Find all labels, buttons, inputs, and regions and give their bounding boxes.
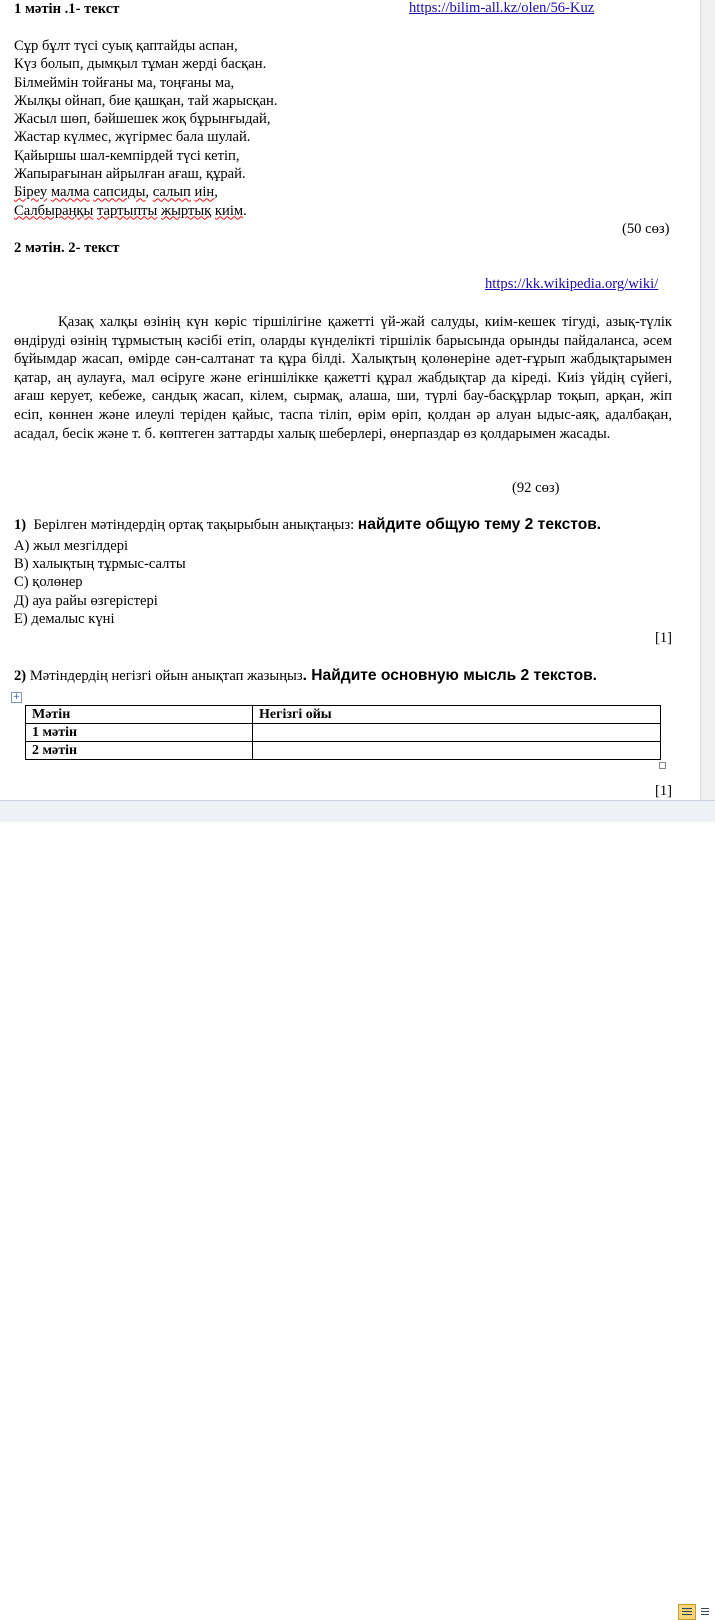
spell-flagged-word[interactable]: Салбыраңқы <box>14 202 94 219</box>
text2-heading: 2 мәтін. 2- текст <box>14 240 120 256</box>
poem-line: Салбыраңқы тартыпты жыртық киім. <box>14 202 247 219</box>
option-e: Е) демалыс күні <box>14 611 115 627</box>
poem-line: Күз болып, дымқыл тұман жерді басқан. <box>14 56 267 73</box>
spell-flagged-word[interactable]: Біреу <box>14 184 48 201</box>
spell-flagged-word[interactable]: малма <box>50 184 90 201</box>
table-cell: 2 мәтін <box>26 742 253 760</box>
full-screen-reading-view-button[interactable] <box>697 1604 713 1620</box>
question-prompt-kk: Берілген мәтіндердің ортақ тақырыбын анықтаңыз: <box>33 517 355 533</box>
poem-line: Қайыршы шал-кемпірдей түсі кетіп, <box>14 147 240 164</box>
option-a: А) жыл мезгілдері <box>14 538 129 554</box>
poem <box>14 37 414 220</box>
poem-line: Жасыл шөп, бәйшешек жоқ бұрынғыдай, <box>14 111 271 128</box>
question-2-prompt <box>14 667 597 685</box>
answer-table <box>25 705 661 760</box>
table-row <box>26 742 661 760</box>
spell-flagged-word[interactable]: иін <box>194 184 215 201</box>
table-header-cell: Негізгі ойы <box>253 706 661 724</box>
option-d: Д) ауа райы өзгерістері <box>14 593 158 609</box>
option-c: С) қолөнер <box>14 574 83 590</box>
table-header-cell: Мәтін <box>26 706 253 724</box>
spell-flagged-word[interactable]: тартыпты <box>97 202 158 219</box>
poem-line: Біреу малма сапсиды, салып иін, <box>14 184 218 201</box>
status-bar <box>0 800 715 822</box>
poem-line: Жапырағынан айрылған ағаш, құрай. <box>14 166 246 183</box>
table-cell: 1 мәтін <box>26 724 253 742</box>
poem-line: Жылқы ойнап, бие қашқан, тай жарысқан. <box>14 92 278 109</box>
spell-flagged-word[interactable]: жыртық <box>160 202 212 219</box>
table-resize-handle[interactable] <box>659 762 666 769</box>
question-prompt-ru: . Найдите основную мысль 2 текстов. <box>302 667 598 684</box>
table-row <box>26 724 661 742</box>
table-move-handle-icon[interactable]: + <box>12 692 21 702</box>
spell-flagged-word[interactable]: сапсиды <box>93 184 146 201</box>
answer-cell[interactable] <box>253 724 661 742</box>
question-1-prompt <box>14 516 601 534</box>
poem-line: Білмеймін тойғаны ма, тоңғаны ма, <box>14 74 235 91</box>
question-prompt-kk: Мәтіндердің негізгі ойын анықтап жазыңыз <box>29 668 303 684</box>
text2-source-link[interactable]: https://kk.wikipedia.org/wiki/ <box>485 276 659 292</box>
answer-cell[interactable] <box>253 742 661 760</box>
text2-word-count: (92 сөз) <box>512 480 560 496</box>
poem-line: Сұр бұлт түсі суық қаптайды аспан, <box>14 38 238 54</box>
question-number: 1) <box>14 517 27 533</box>
table-header-row <box>26 706 661 724</box>
text1-source-link[interactable]: https://bilim-all.kz/olen/56-Kuz <box>409 0 595 16</box>
question-prompt-ru: найдите общую тему 2 текстов. <box>357 516 602 533</box>
text2-paragraph: Қазақ халқы өзінің күн көріс тіршілігіне қажетті үй-жай салуды, киім-кешек тігуді, азық-түлік өндіруді өзінің тұрмыстың кәсібі етіп, оларды күнделікті тіршілік барысында орынды пайдаланса, әсем бұйымдар жасап, өмірде сән-салтанат та құра білді. Халықтың қолөнеріне әдет-ғұрып жабдықтарымен қатар, аң аулауға, мал өсіруге және егіншілікке қажетті құрал жабдықтар да кіреді. Киіз үйдің сүйегі, ағаш керует, кебеже, сандық жасап, кілем, сырмақ, алаша, ши, түрлі бау-басқұрлар тоқып, арқан, жіп есіп, көннен және илеулі теріден қайыс, таспа тіліп, өрім өріп, қолдан әр алуан ыдыс-аяқ, адалбақан, асадал, бесік және т. б. көптеген заттарды халық шеберлері, өнерпаздар өз қолдарымен жасады. <box>14 314 672 442</box>
spell-flagged-word[interactable]: киім <box>214 202 244 219</box>
option-b: В) халықтың тұрмыс-салты <box>14 556 186 572</box>
text1-heading: 1 мәтін .1- текст <box>14 1 120 17</box>
vertical-scrollbar[interactable] <box>700 0 715 800</box>
question-1-points: [1] <box>655 630 673 646</box>
question-number: 2) <box>14 668 27 684</box>
spell-flagged-word[interactable]: салып <box>152 184 191 201</box>
text1-word-count: (50 сөз) <box>622 221 670 237</box>
question-2-points: [1] <box>655 783 673 799</box>
poem-line: Жастар күлмес, жүгірмес бала шулай. <box>14 129 251 146</box>
print-layout-view-button[interactable] <box>678 1604 696 1620</box>
document-page <box>0 0 700 800</box>
